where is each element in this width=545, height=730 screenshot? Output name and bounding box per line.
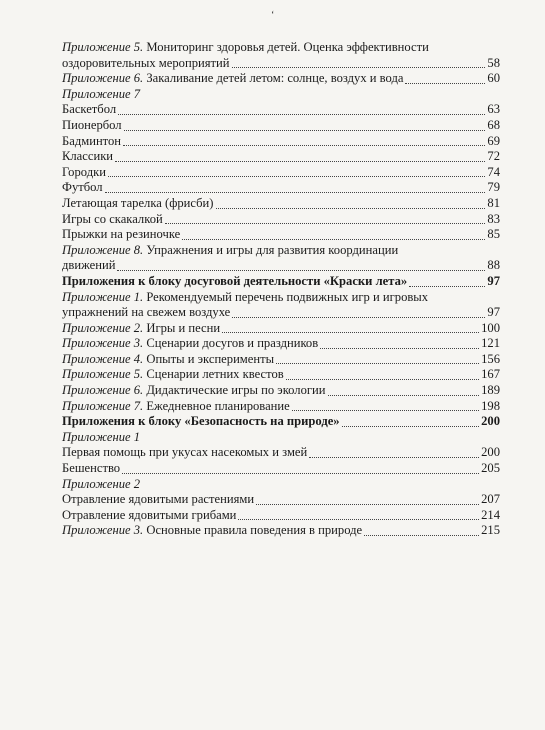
dot-leader (232, 317, 485, 318)
toc-page-number: 97 (487, 273, 500, 288)
toc-entry-title: Прыжки на резиночке (62, 227, 181, 242)
toc-entry[interactable] (62, 414, 500, 430)
toc-entry[interactable] (62, 40, 500, 71)
page-mark: ‘ (271, 10, 275, 21)
toc-page-number: 79 (487, 180, 500, 195)
dot-leader (364, 535, 479, 536)
toc-page-number: 60 (487, 71, 500, 86)
dot-leader (238, 519, 479, 520)
toc-entry-title: Приложения к блоку «Безопасность на природе» (62, 414, 340, 429)
toc-entry-title: Футбол (62, 180, 103, 195)
dot-leader (105, 192, 486, 193)
toc-entry-title: Игры со скакалкой (62, 211, 163, 226)
dot-leader (342, 426, 480, 427)
toc-page-number: 167 (481, 367, 500, 382)
toc-entry[interactable] (62, 336, 500, 352)
dot-leader (165, 223, 486, 224)
toc-entry-prefix: Приложение 5. (62, 40, 144, 54)
toc-entry[interactable] (62, 445, 500, 461)
toc-entry-title: Летающая тарелка (фрисби) (62, 195, 214, 210)
dot-leader (232, 67, 486, 68)
dot-leader (292, 410, 479, 411)
toc-entry[interactable] (62, 180, 500, 196)
toc-entry-prefix: Приложение 6. (62, 383, 144, 398)
toc-section-heading: Приложение 2 (62, 476, 141, 491)
toc-entry-title: Сценарии летних квестов (146, 367, 284, 382)
table-of-contents (62, 40, 500, 539)
toc-entry[interactable] (62, 227, 500, 243)
dot-leader (182, 239, 485, 240)
toc-entry-prefix: Приложение 8. (62, 242, 144, 257)
dot-leader (124, 130, 486, 131)
toc-entry-prefix: Приложение 2. (62, 320, 144, 335)
toc-entry-prefix: Приложение 5. (62, 367, 144, 382)
toc-entry-title: Мониторинг здоровья детей. Оценка эффективности (146, 40, 429, 54)
dot-leader (328, 395, 480, 396)
toc-page-number: 198 (481, 398, 500, 413)
toc-entry[interactable] (62, 243, 500, 274)
dot-leader (405, 83, 485, 84)
toc-entry-title: Первая помощь при укусах насекомых и змей (62, 445, 308, 460)
toc-entry[interactable] (62, 196, 500, 212)
dot-leader (118, 114, 485, 115)
toc-entry-prefix: Приложение 3. (62, 523, 144, 538)
toc-entry-title: Классики (62, 149, 114, 164)
dot-leader (320, 348, 479, 349)
toc-entry-title: Городки (62, 164, 106, 179)
dot-leader (115, 161, 485, 162)
toc-page-number: 121 (481, 336, 500, 351)
toc-entry-title: Отравление ядовитыми растениями (62, 492, 255, 507)
toc-entry[interactable] (62, 321, 500, 337)
dot-leader (108, 176, 485, 177)
toc-page-number: 83 (487, 211, 500, 226)
toc-entry[interactable] (62, 212, 500, 228)
toc-page-number: 69 (487, 133, 500, 148)
dot-leader (216, 208, 486, 209)
toc-entry-prefix: Приложение 7. (62, 398, 144, 413)
toc-page-number: 81 (487, 195, 500, 210)
toc-entry[interactable] (62, 274, 500, 290)
dot-leader (286, 379, 479, 380)
dot-leader (123, 145, 485, 146)
toc-entry-title: движений (62, 258, 116, 273)
toc-entry-title: Пионербол (62, 117, 122, 132)
toc-page-number: 156 (481, 351, 500, 366)
toc-entry-title: Отравление ядовитыми грибами (62, 507, 237, 522)
dot-leader (117, 270, 485, 271)
toc-entry[interactable] (62, 134, 500, 150)
toc-entry[interactable] (62, 492, 500, 508)
toc-entry-prefix: Приложение 1. (62, 289, 144, 304)
toc-page-number: 205 (481, 461, 500, 476)
toc-entry-prefix: Приложение 4. (62, 351, 144, 366)
toc-entry-title: Баскетбол (62, 102, 117, 117)
toc-page-number: 207 (481, 492, 500, 507)
toc-entry-title: оздоровительных мероприятий (62, 55, 230, 70)
toc-entry-title: Закаливание детей летом: солнце, воздух и вода (146, 71, 404, 86)
toc-page-number: 100 (481, 320, 500, 335)
toc-page-number: 97 (487, 305, 500, 320)
toc-entry-title: Игры и песни (146, 320, 221, 335)
toc-page-number: 200 (481, 414, 500, 429)
toc-entry-title: Рекомендуемый перечень подвижных игр и игровых (146, 289, 429, 304)
toc-page-number: 215 (481, 523, 500, 538)
toc-entry[interactable] (62, 383, 500, 399)
toc-section-heading: Приложение 1 (62, 429, 141, 444)
toc-page-number: 214 (481, 507, 500, 522)
toc-page-number: 85 (487, 227, 500, 242)
dot-leader (122, 473, 479, 474)
toc-entry-prefix: Приложение 6. (62, 71, 144, 86)
toc-page-number: 88 (487, 258, 500, 273)
toc-entry-title: Приложения к блоку досуговой деятельности «Краски лета» (62, 273, 408, 288)
toc-page-number: 72 (487, 149, 500, 164)
dot-leader (276, 363, 479, 364)
toc-entry-title: Упражнения и игры для развития координации (146, 242, 399, 257)
toc-entry[interactable] (62, 149, 500, 165)
toc-entry-title: Дидактические игры по экологии (146, 383, 326, 398)
toc-page-number: 58 (487, 55, 500, 70)
toc-page-number: 74 (487, 164, 500, 179)
dot-leader (309, 457, 479, 458)
toc-entry-title: Сценарии досугов и праздников (146, 336, 319, 351)
toc-entry[interactable] (62, 352, 500, 368)
toc-entry[interactable] (62, 165, 500, 181)
dot-leader (256, 504, 479, 505)
toc-entry-prefix: Приложение 3. (62, 336, 144, 351)
toc-page-number: 63 (487, 102, 500, 117)
toc-entry-title: Ежедневное планирование (146, 398, 290, 413)
toc-entry-title: Бадминтон (62, 133, 122, 148)
toc-entry[interactable] (62, 367, 500, 383)
toc-entry[interactable] (62, 102, 500, 118)
toc-entry-title: Опыты и эксперименты (146, 351, 275, 366)
toc-page-number: 189 (481, 383, 500, 398)
toc-entry[interactable] (62, 399, 500, 415)
toc-entry[interactable] (62, 523, 500, 539)
toc-section-heading: Приложение 7 (62, 86, 141, 101)
dot-leader (222, 332, 479, 333)
toc-entry[interactable] (62, 290, 500, 321)
toc-entry[interactable] (62, 71, 500, 87)
toc-entry[interactable] (62, 508, 500, 524)
toc-entry-title: Основные правила поведения в природе (146, 523, 363, 538)
toc-entry-title: упражнений на свежем воздухе (62, 305, 231, 320)
toc-page-number: 200 (481, 445, 500, 460)
toc-entry[interactable] (62, 118, 500, 134)
dot-leader (409, 286, 485, 287)
toc-entry-title: Бешенство (62, 461, 121, 476)
toc-entry[interactable] (62, 461, 500, 477)
toc-page-number: 68 (487, 117, 500, 132)
